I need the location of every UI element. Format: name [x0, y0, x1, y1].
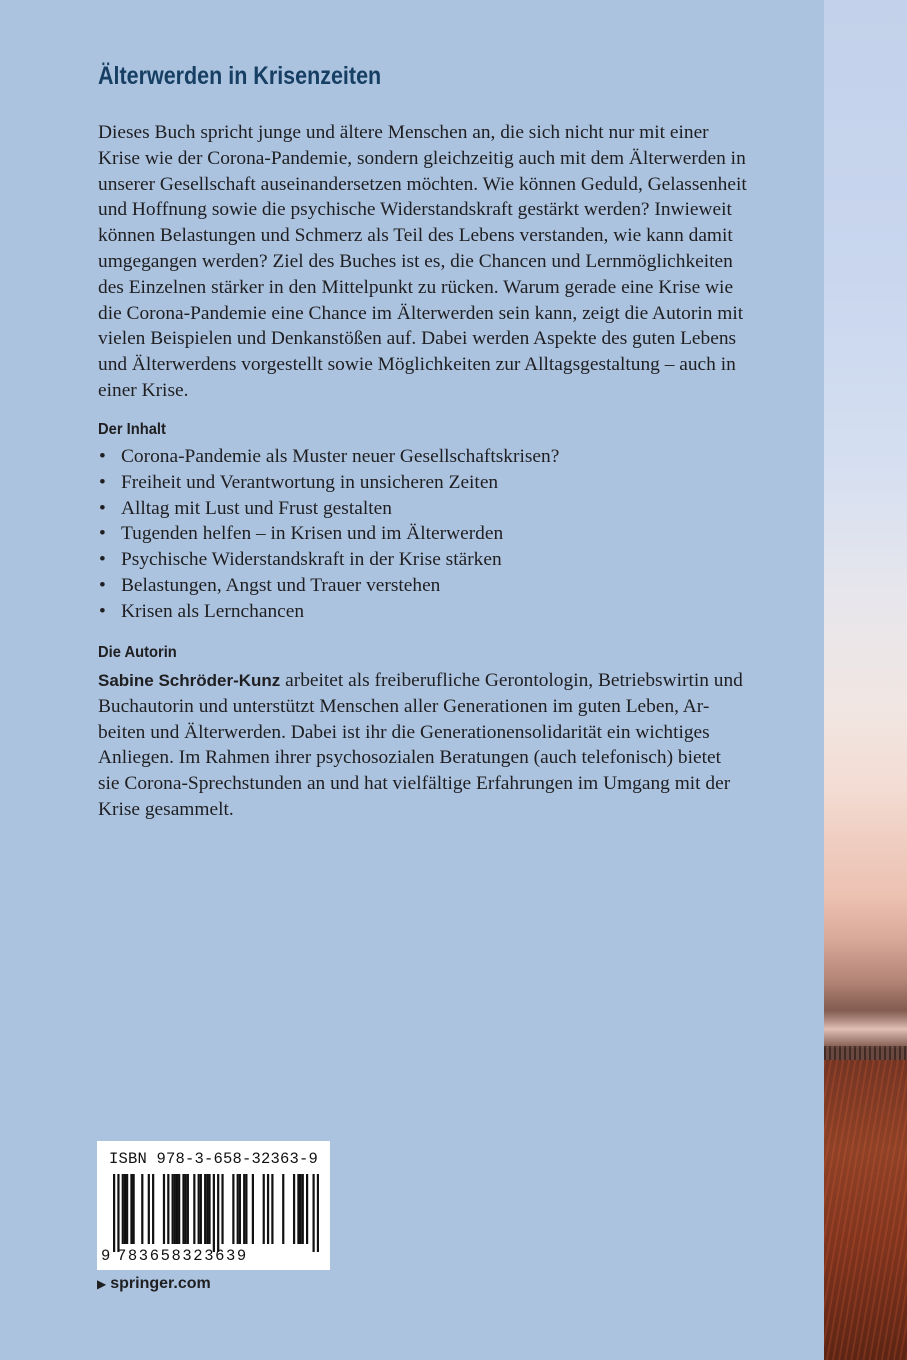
intro-line: umgegangen werden? Ziel des Buches ist es, die Chancen und Lernmöglichkeiten — [98, 250, 733, 272]
barcode-bar — [200, 1174, 202, 1244]
list-item — [98, 444, 559, 470]
barcode-bar — [208, 1174, 210, 1244]
barcode-bar — [193, 1174, 195, 1244]
barcode-bar — [312, 1174, 314, 1252]
barcode-bar — [271, 1174, 273, 1244]
author-bio-line: Buchautorin und unterstützt Menschen aller Generationen im guten Leben, Ar- — [98, 695, 710, 717]
list-item-text: Tugenden helfen – in Krisen und im Älterwerden — [121, 523, 504, 545]
barcode-bar — [141, 1174, 143, 1244]
list-item — [98, 547, 559, 573]
intro-line: können Belastungen und Schmerz als Teil des Lebens verstanden, wie kann damit — [98, 225, 733, 247]
barcode-bar — [243, 1174, 245, 1244]
barcode-bar — [198, 1174, 200, 1244]
barcode-bar — [182, 1174, 184, 1244]
bullet-icon: • — [99, 471, 106, 493]
barcode-bar — [263, 1174, 265, 1244]
barcode-bar — [293, 1174, 295, 1244]
author-bio — [98, 668, 778, 823]
barcode-bar — [152, 1174, 154, 1244]
list-item-text: Corona-Pandemie als Muster neuer Gesellschaftskrisen? — [121, 446, 560, 467]
barcode-bar — [217, 1174, 219, 1252]
barcode-bar — [206, 1174, 208, 1244]
barcode-bar — [185, 1174, 187, 1244]
barcode-bar — [163, 1174, 165, 1244]
intro-line: Krise wie der Corona-Pandemie, sondern gleichzeitig auch mit dem Älterwerden in — [98, 147, 746, 169]
barcode-bar — [232, 1174, 234, 1244]
intro-line: Dieses Buch spricht junge und ältere Menschen an, die sich nicht nur mit einer — [98, 122, 709, 143]
barcode-bar — [167, 1174, 169, 1244]
barcode-bar — [204, 1174, 206, 1244]
barcode-bar — [172, 1174, 174, 1244]
bullet-icon: • — [99, 446, 106, 467]
author-bio-line — [98, 668, 778, 694]
barcode-bar — [245, 1174, 247, 1244]
author-bio-line: sie Corona-Sprechstunden an und hat vielfältige Erfahrungen im Umgang mit der — [98, 773, 731, 795]
bullet-icon: • — [99, 497, 106, 519]
cover-photo-edge — [824, 0, 907, 1360]
intro-line: und Hoffnung sowie die psychische Widerstandskraft gestärkt werden? Inwieweit — [98, 199, 732, 221]
barcode-bar — [302, 1174, 304, 1244]
barcode-bar — [178, 1174, 180, 1244]
author-bio-text: arbeitet als freiberufliche Gerontologin, Betriebswirtin und — [280, 670, 743, 691]
barcode-bar — [267, 1174, 269, 1244]
ean-first-digit: 9 — [101, 1247, 111, 1265]
intro-line: vielen Beispielen und Denkanstößen auf. Dabei werden Aspekte des guten Lebens — [98, 328, 737, 350]
author-bio-line: Krise gesammelt. — [98, 798, 234, 820]
barcode-bar — [148, 1174, 150, 1244]
red-field — [824, 1060, 907, 1360]
barcode-bar — [124, 1174, 126, 1244]
author-bio-line: Anliegen. Im Rahmen ihrer psychosozialen Beratungen (auch telefonisch) bietet — [98, 747, 721, 769]
author-name: Sabine Schröder-Kunz — [98, 671, 281, 690]
barcode-bar — [299, 1174, 301, 1244]
isbn-barcode — [97, 1141, 330, 1270]
list-item — [98, 521, 559, 547]
book-title: Älterwerden in Krisenzeiten — [98, 62, 382, 90]
contents-heading: Der Inhalt — [98, 421, 166, 438]
author-bio-line: beiten und Älterwerden. Dabei ist ihr die Generationensolidarität ein wichtiges — [98, 721, 710, 743]
barcode-bar — [122, 1174, 124, 1244]
barcode-bar — [187, 1174, 189, 1244]
mist-layer — [824, 1010, 907, 1048]
barcode-bar — [130, 1174, 132, 1244]
barcode-bar — [317, 1174, 319, 1252]
bullet-icon: • — [99, 600, 106, 622]
barcode-bar — [221, 1174, 223, 1244]
list-item-text: Krisen als Lernchancen — [121, 600, 305, 622]
intro-line: und Älterwerdens vorgestellt sowie Möglichkeiten zur Alltagsgestaltung – auch in — [98, 354, 736, 376]
intro-paragraph — [98, 120, 778, 404]
list-item-text: Freiheit und Verantwortung in unsicheren Zeiten — [121, 471, 499, 493]
barcode-bar — [133, 1174, 135, 1244]
intro-line: einer Krise. — [98, 379, 189, 401]
publisher-link[interactable] — [97, 1275, 211, 1293]
barcode-bar — [297, 1174, 299, 1244]
barcode-bar — [117, 1174, 119, 1252]
author-heading: Die Autorin — [98, 644, 177, 661]
list-item-text: Belastungen, Angst und Trauer verstehen — [121, 574, 441, 596]
barcode-bar — [176, 1174, 178, 1244]
barcode-bar — [306, 1174, 308, 1244]
barcode-bar — [113, 1174, 115, 1252]
intro-line: unserer Gesellschaft auseinandersetzen möchten. Wie können Geduld, Gelassenheit — [98, 173, 747, 195]
play-arrow-icon: ▶ — [97, 1277, 107, 1291]
list-item — [98, 496, 559, 522]
list-item-text: Alltag mit Lust und Frust gestalten — [121, 497, 392, 519]
treeline — [824, 1046, 907, 1060]
ean-remaining-digits: 783658323639 — [117, 1247, 248, 1265]
intro-line: die Corona-Pandemie eine Chance im Älterwerden sein kann, zeigt die Autorin mit — [98, 302, 744, 324]
barcode-bar — [126, 1174, 128, 1244]
intro-line: des Einzelnen stärker in den Mittelpunkt zu rücken. Warum gerade eine Krise wie — [98, 276, 734, 298]
barcode-bar — [213, 1174, 215, 1252]
list-item — [98, 573, 559, 599]
barcode-bar — [239, 1174, 241, 1244]
barcode-bar — [237, 1174, 239, 1244]
bullet-icon: • — [99, 523, 106, 545]
bullet-icon: • — [99, 549, 106, 571]
list-item-text: Psychische Widerstandskraft in der Krise stärken — [121, 549, 502, 571]
barcode-bar — [282, 1174, 284, 1244]
isbn-label: ISBN 978-3-658-32363-9 — [108, 1150, 319, 1168]
barcode-bars — [113, 1174, 319, 1252]
barcode-bar — [174, 1174, 176, 1244]
list-item — [98, 599, 559, 625]
barcode-bar — [252, 1174, 254, 1244]
contents-list — [98, 444, 559, 625]
list-item — [98, 470, 559, 496]
publisher-url: springer.com — [110, 1275, 211, 1292]
bullet-icon: • — [99, 574, 106, 596]
